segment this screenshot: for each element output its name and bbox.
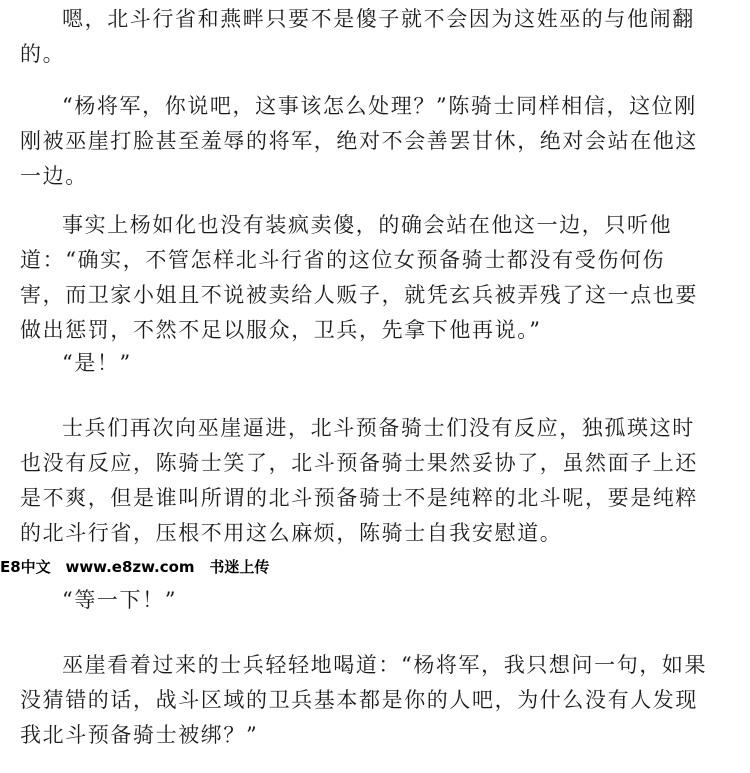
site-watermark — [0, 557, 273, 577]
watermark-site-name: E8中文 — [0, 558, 51, 576]
paragraph: 士兵们再次向巫崖逼进，北斗预备骑士们没有反应，独孤瑛这时也没有反应，陈骑士笑了，北斗预备骑士果然妥协了，虽然面子上还是不爽，但是谁叫所谓的北斗预备骑士不是纯粹的北斗呢，要是纯粹的北斗行省，压根不用这么麻烦，陈骑士自我安慰道。 — [20, 416, 698, 545]
paragraph: “是！” — [62, 351, 132, 375]
paragraph: “杨将军，你说吧，这事该怎么处理？”陈骑士同样相信，这位刚刚被巫崖打脸甚至羞辱的将军，绝对不会善罢甘休，绝对会站在他这一边。 — [20, 94, 698, 188]
watermark-url: www.e8zw.com — [65, 558, 195, 576]
paragraph: 事实上杨如化也没有装疯卖傻，的确会站在他这一边，只听他道：“确实，不管怎样北斗行省的这位女预备骑士都没有受伤何伤害，而卫家小姐且不说被卖给人贩子，就凭玄兵被弄残了这一点也要做出惩罚，不然不足以服众，卫兵，先拿下他再说。” — [20, 213, 698, 342]
paragraph: 嗯，北斗行省和燕畔只要不是傻子就不会因为这姓巫的与他闹翻的。 — [20, 7, 695, 66]
paragraph: 巫崖看着过来的士兵轻轻地喝道：“杨将军，我只想问一句，如果没猜错的话，战斗区域的卫兵基本都是你的人吧，为什么没有人发现我北斗预备骑士被绑？” — [20, 653, 708, 747]
watermark-tagline: 书迷上传 — [209, 558, 270, 576]
paragraph: “等一下！” — [62, 588, 178, 612]
